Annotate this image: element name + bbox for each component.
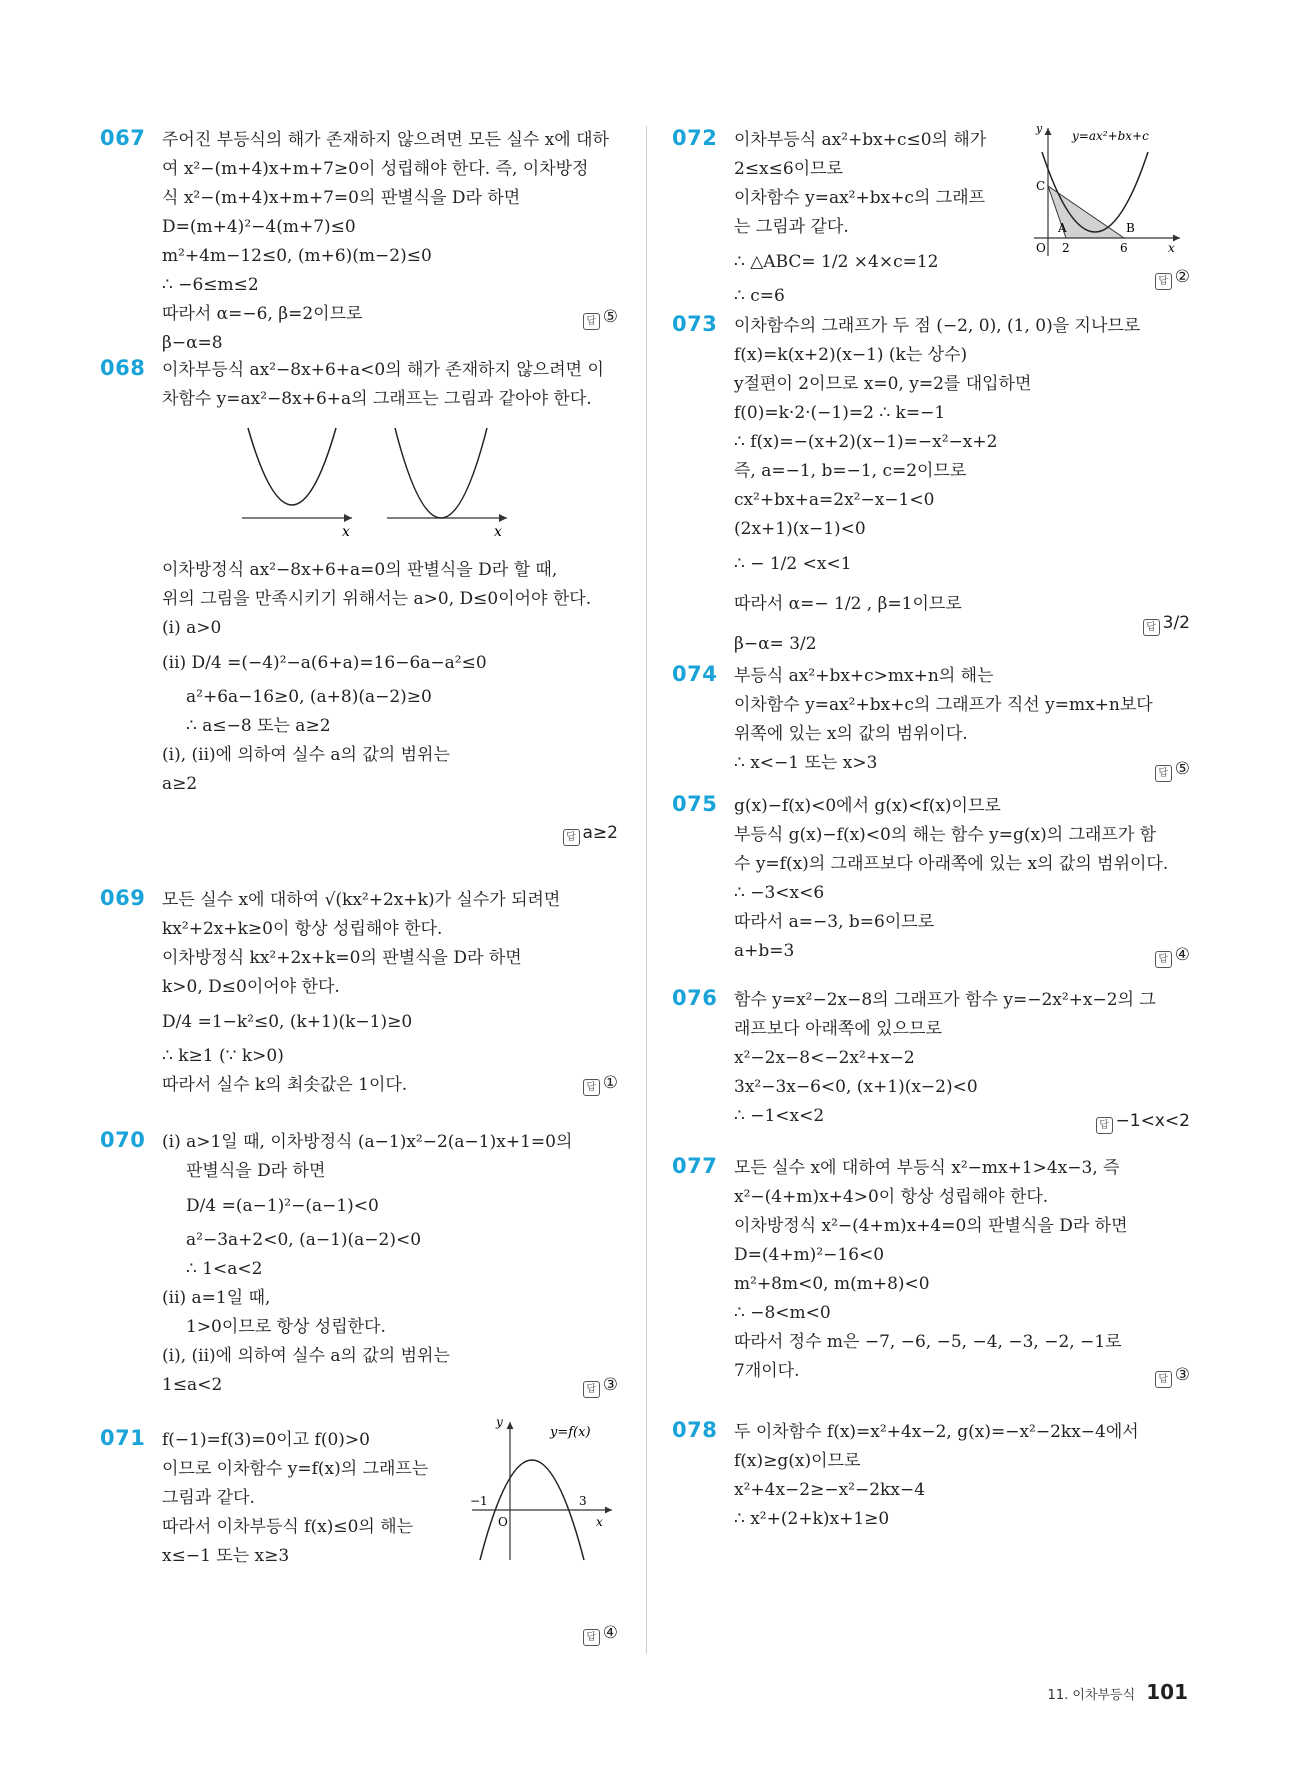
problem-number: 074	[672, 662, 718, 686]
solution-line: 즉, a=−1, b=−1, c=2이므로	[734, 461, 967, 481]
parabola-figures	[242, 422, 512, 542]
solution-line: ∴ −6≤m≤2	[162, 275, 259, 295]
solution-line: 모든 실수 x에 대하여 부등식 x²−mx+1>4x−3, 즉	[734, 1158, 1120, 1178]
parabola-figure-071	[462, 1412, 622, 1562]
solution-line: 판별식을 D라 하면	[186, 1161, 326, 1181]
point-label-b: B	[1126, 221, 1135, 235]
solution-line: 이차방정식 kx²+2x+k=0의 판별식을 D라 하면	[162, 948, 522, 968]
solution-line: D/4 =(a−1)²−(a−1)<0	[186, 1196, 379, 1216]
solution-line: 수 y=f(x)의 그래프보다 아래쪽에 있는 x의 값의 범위이다.	[734, 854, 1169, 874]
triangle-figure-072	[1032, 122, 1182, 262]
curve-label: y=f(x)	[550, 1425, 591, 1440]
problem-number: 075	[672, 792, 718, 816]
solution-line: 이차방정식 ax²−8x+6+a=0의 판별식을 D라 할 때,	[162, 560, 558, 580]
solution-line: 7개이다.	[734, 1361, 800, 1381]
solution-line: m²+8m<0, m(m+8)<0	[734, 1274, 930, 1294]
solution-line: m²+4m−12≤0, (m+6)(m−2)≤0	[162, 246, 432, 266]
solution-line: a²+6a−16≥0, (a+8)(a−2)≥0	[186, 687, 432, 707]
answer-icon: 답	[1155, 273, 1172, 290]
answer-icon: 답	[583, 1381, 600, 1398]
solution-line: 따라서 이차부등식 f(x)≤0의 해는	[162, 1517, 414, 1537]
root-label: −1	[470, 1494, 488, 1508]
solution-line: (i), (ii)에 의하여 실수 a의 값의 범위는	[162, 1346, 450, 1366]
solution-line: ∴ −1<x<2	[734, 1106, 825, 1126]
answer-icon: 답	[1155, 1371, 1172, 1388]
answer-icon: 답	[1155, 765, 1172, 782]
solution-line: (2x+1)(x−1)<0	[734, 519, 866, 539]
solution-line: 위쪽에 있는 x의 값의 범위이다.	[734, 724, 968, 744]
chapter-label: 11. 이차부등식	[1047, 1688, 1136, 1703]
axis-label-x: x	[494, 524, 502, 540]
solution-line: ∴ x²+(2+k)x+1≥0	[734, 1509, 890, 1529]
solution-line: ∴ −8<m<0	[734, 1303, 831, 1323]
root-label: 3	[579, 1494, 587, 1508]
solution-line: 따라서 실수 k의 최솟값은 1이다.	[162, 1075, 408, 1095]
solution-line: a≥2	[162, 774, 198, 794]
problem-073	[672, 312, 1192, 654]
point-label-c: C	[1036, 179, 1046, 193]
curve-label: y=ax²+bx+c	[1072, 129, 1149, 143]
axis-label-x: x	[596, 1515, 603, 1529]
solution-line: f(x)=k(x+2)(x−1) (k는 상수)	[734, 345, 968, 365]
solution-line: 차함수 y=ax²−8x+6+a의 그래프는 그림과 같아야 한다.	[162, 389, 592, 409]
answer: 답 ③	[1155, 1365, 1190, 1388]
solution-line: (i) a>1일 때, 이차방정식 (a−1)x²−2(a−1)x+1=0의	[162, 1132, 573, 1152]
solution-line: ∴ f(x)=−(x+2)(x−1)=−x²−x+2	[734, 432, 998, 452]
problem-068	[100, 356, 620, 846]
solution-line: ∴ △ABC= 1/2 ×4×c=12	[734, 252, 939, 272]
solution-line: x≤−1 또는 x≥3	[162, 1546, 290, 1566]
solution-line: k>0, D≤0이어야 한다.	[162, 977, 340, 997]
solution-line: 부등식 ax²+bx+c>mx+n의 해는	[734, 666, 994, 686]
problem-number: 072	[672, 126, 718, 150]
solution-line: 주어진 부등식의 해가 존재하지 않으려면 모든 실수 x에 대하	[162, 130, 609, 150]
problem-072	[672, 122, 1192, 306]
solution-line: x²−2x−8<−2x²+x−2	[734, 1048, 915, 1068]
solution-line: β−α= 3/2	[734, 634, 817, 654]
solution-line: f(−1)=f(3)=0이고 f(0)>0	[162, 1430, 370, 1450]
solution-line: 그림과 같다.	[162, 1488, 255, 1508]
solution-line: (ii) a=1일 때,	[162, 1288, 271, 1308]
page-number: 101	[1146, 1680, 1188, 1704]
answer-icon: 답	[1155, 951, 1172, 968]
answer: 답 ③	[583, 1375, 618, 1398]
answer: 답 ⑤	[1155, 759, 1190, 782]
solution-line: x²+4x−2≥−x²−2kx−4	[734, 1480, 926, 1500]
problem-070	[100, 1128, 620, 1398]
problem-number: 078	[672, 1418, 718, 1442]
problem-078	[672, 1418, 1192, 1538]
problem-077	[672, 1154, 1192, 1388]
answer-icon: 답	[1143, 619, 1160, 636]
answer: 답 ④	[1155, 945, 1190, 968]
problem-number: 067	[100, 126, 146, 150]
solution-line: a²−3a+2<0, (a−1)(a−2)<0	[186, 1230, 422, 1250]
solution-line: 이차방정식 x²−(4+m)x+4=0의 판별식을 D라 하면	[734, 1216, 1128, 1236]
answer: 답 3/2	[1143, 613, 1190, 636]
solution-line: 3x²−3x−6<0, (x+1)(x−2)<0	[734, 1077, 978, 1097]
solution-line: ∴ x<−1 또는 x>3	[734, 753, 878, 773]
problem-number: 073	[672, 312, 718, 336]
problem-075	[672, 792, 1192, 968]
point-label-a: A	[1058, 221, 1067, 235]
solution-line: (i), (ii)에 의하여 실수 a의 값의 범위는	[162, 745, 450, 765]
answer-icon: 답	[583, 1079, 600, 1096]
solution-line: 따라서 α=−6, β=2이므로	[162, 304, 363, 324]
axis-label-y: y	[496, 1415, 503, 1429]
solution-line: D=(m+4)²−4(m+7)≤0	[162, 217, 356, 237]
solution-line: 이차함수 y=ax²+bx+c의 그래프	[734, 188, 986, 208]
solution-line: ∴ c=6	[734, 286, 785, 306]
solution-line: D/4 =1−k²≤0, (k+1)(k−1)≥0	[162, 1012, 413, 1032]
axis-label-x: x	[1168, 241, 1175, 255]
solution-line: 2≤x≤6이므로	[734, 159, 843, 179]
solution-line: 이차부등식 ax²+bx+c≤0의 해가	[734, 130, 987, 150]
solution-line: ∴ k≥1 (∵ k>0)	[162, 1046, 284, 1066]
solution-line: 모든 실수 x에 대하여 √(kx²+2x+k)가 실수가 되려면	[162, 890, 561, 910]
problem-067	[100, 126, 620, 353]
answer: 답 ①	[583, 1073, 618, 1096]
solution-line: (i) a>0	[162, 618, 222, 638]
axis-label-x: x	[342, 524, 350, 540]
solution-line: 식 x²−(m+4)x+m+7=0의 판별식을 D라 하면	[162, 188, 521, 208]
solution-line: f(x)≥g(x)이므로	[734, 1451, 861, 1471]
axis-label-y: y	[1036, 122, 1043, 135]
answer: 답 ②	[1155, 267, 1190, 290]
solution-line: 부등식 g(x)−f(x)<0의 해는 함수 y=g(x)의 그래프가 함	[734, 825, 1157, 845]
solution-line: cx²+bx+a=2x²−x−1<0	[734, 490, 935, 510]
problem-071	[100, 1415, 620, 1646]
origin-label: O	[1036, 241, 1046, 255]
answer: 답 a≥2	[563, 823, 618, 846]
solution-line: 이차부등식 ax²−8x+6+a<0의 해가 존재하지 않으려면 이	[162, 360, 604, 380]
solution-line: 위의 그림을 만족시키기 위해서는 a>0, D≤0이어야 한다.	[162, 589, 592, 609]
solution-line: x²−(4+m)x+4>0이 항상 성립해야 한다.	[734, 1187, 1049, 1207]
problem-number: 069	[100, 886, 146, 910]
problem-076	[672, 986, 1192, 1134]
answer: 답 −1<x<2	[1096, 1111, 1190, 1134]
solution-line: 는 그림과 같다.	[734, 217, 849, 237]
solution-line: 함수 y=x²−2x−8의 그래프가 함수 y=−2x²+x−2의 그	[734, 990, 1156, 1010]
problem-074	[672, 662, 1192, 782]
solution-line: 1>0이므로 항상 성립한다.	[186, 1317, 386, 1337]
solution-line: f(0)=k·2·(−1)=2 ∴ k=−1	[734, 403, 946, 423]
problem-number: 076	[672, 986, 718, 1010]
solution-line: 여 x²−(m+4)x+m+7≥0이 성립해야 한다. 즉, 이차방정	[162, 159, 589, 179]
answer: 답 ④	[583, 1623, 618, 1646]
solution-line: ∴ −3<x<6	[734, 883, 825, 903]
solution-line: 따라서 정수 m은 −7, −6, −5, −4, −3, −2, −1로	[734, 1332, 1122, 1352]
solution-line: (ii) D/4 =(−4)²−a(6+a)=16−6a−a²≤0	[162, 653, 487, 673]
page-footer	[1048, 1680, 1188, 1704]
problem-number: 077	[672, 1154, 718, 1178]
solution-line: 이차함수의 그래프가 두 점 (−2, 0), (1, 0)을 지나므로	[734, 316, 1141, 336]
problem-069	[100, 886, 620, 1096]
tick-label: 2	[1062, 241, 1070, 255]
answer-icon: 답	[563, 829, 580, 846]
solution-line: 두 이차함수 f(x)=x²+4x−2, g(x)=−x²−2kx−4에서	[734, 1422, 1139, 1442]
solution-line: 래프보다 아래쪽에 있으므로	[734, 1019, 942, 1039]
answer: 답 ⑤	[583, 307, 618, 330]
answer-icon: 답	[583, 1629, 600, 1646]
solution-line: ∴ 1<a<2	[186, 1259, 263, 1279]
solution-line: g(x)−f(x)<0에서 g(x)<f(x)이므로	[734, 796, 1001, 816]
solution-line: a+b=3	[734, 941, 795, 961]
solution-line: β−α=8	[162, 333, 223, 353]
answer-icon: 답	[1096, 1117, 1113, 1134]
solution-line: 1≤a<2	[162, 1375, 223, 1395]
solution-line: 따라서 a=−3, b=6이므로	[734, 912, 935, 932]
problem-number: 071	[100, 1426, 146, 1450]
problem-number: 068	[100, 356, 146, 380]
problem-number: 070	[100, 1128, 146, 1152]
solution-line: ∴ a≤−8 또는 a≥2	[186, 716, 331, 736]
answer-icon: 답	[583, 313, 600, 330]
solution-line: 이차함수 y=ax²+bx+c의 그래프가 직선 y=mx+n보다	[734, 695, 1153, 715]
solution-line: D=(4+m)²−16<0	[734, 1245, 885, 1265]
solution-line: 따라서 α=− 1/2 , β=1이므로	[734, 594, 962, 614]
solution-line: 이므로 이차함수 y=f(x)의 그래프는	[162, 1459, 429, 1479]
solution-line: y절편이 2이므로 x=0, y=2를 대입하면	[734, 374, 1032, 394]
tick-label: 6	[1120, 241, 1128, 255]
solution-line: kx²+2x+k≥0이 항상 성립해야 한다.	[162, 919, 443, 939]
column-divider	[646, 126, 647, 1654]
solution-line: ∴ − 1/2 <x<1	[734, 554, 852, 574]
origin-label: O	[498, 1515, 508, 1529]
